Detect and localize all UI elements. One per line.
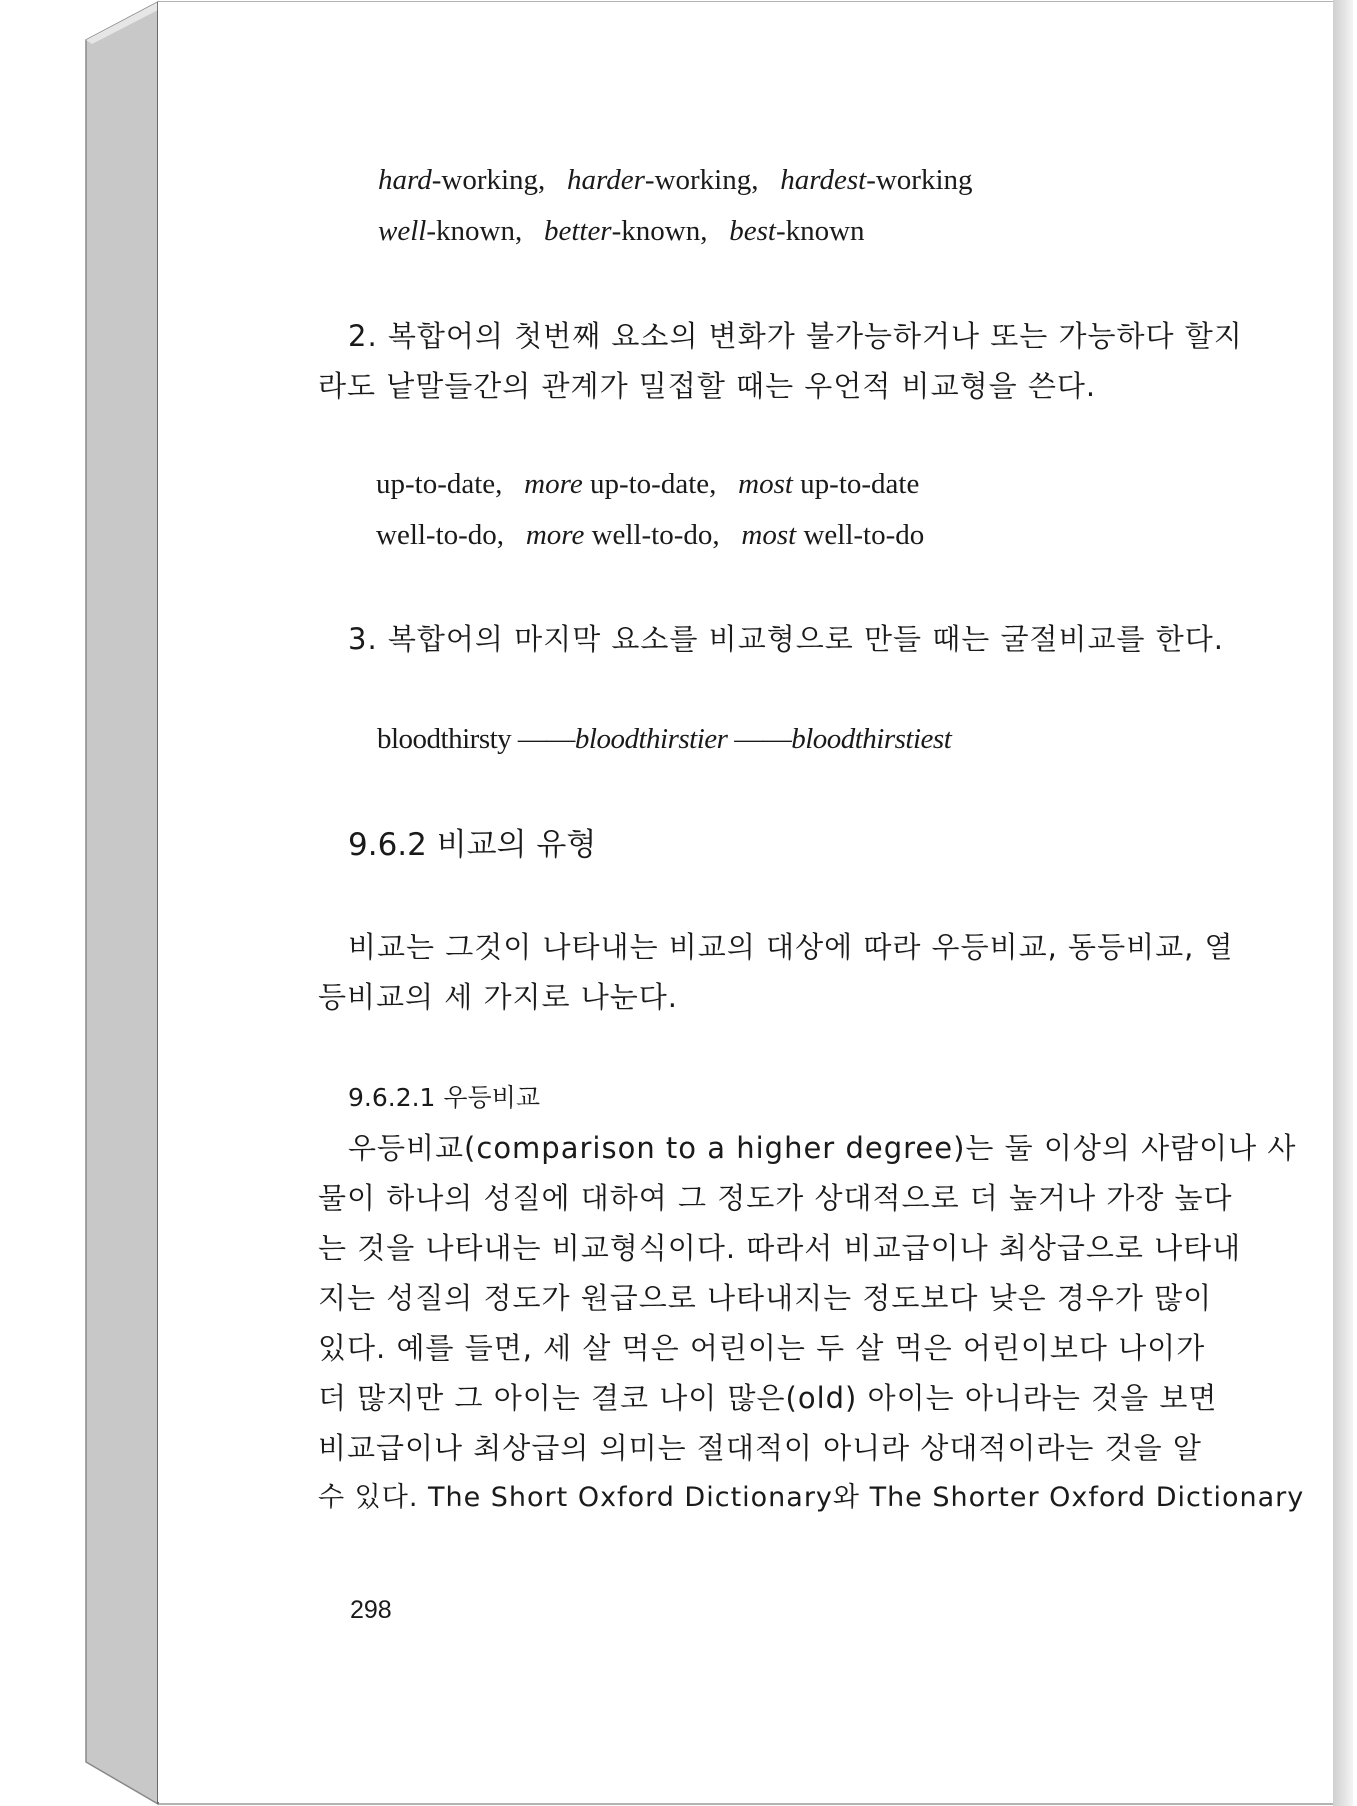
rule-3: 3. 복합어의 마지막 요소를 비교형으로 만들 때는 굴절비교를 한다.	[348, 622, 1224, 656]
body-line-1: 우등비교(comparison to a higher degree)는 둘 이상의 사람이나 사	[348, 1131, 1297, 1165]
body-line-6: 더 많지만 그 아이는 결코 나이 많은(old) 아이는 아니라는 것을 보면	[318, 1381, 1218, 1415]
book-page	[158, 2, 1333, 1802]
section-intro-line-1: 비교는 그것이 나타내는 비교의 대상에 따라 우등비교, 동등비교, 열	[348, 930, 1234, 964]
example-line-hard-working: hard-working, harder-working, hardest-working	[378, 164, 973, 196]
body-line-3: 는 것을 나타내는 비교형식이다. 따라서 비교급이나 최상급으로 나타내	[318, 1231, 1242, 1265]
page-edge-shadow	[1333, 0, 1353, 1806]
section-intro-line-2: 등비교의 세 가지로 나눈다.	[318, 980, 679, 1014]
body-line-4: 지는 성질의 정도가 원급으로 나타내지는 정도보다 낮은 경우가 많이	[318, 1281, 1213, 1315]
rule-2-line-1: 2. 복합어의 첫번째 요소의 변화가 불가능하거나 또는 가능하다 할지	[348, 319, 1243, 353]
example-line-up-to-date: up-to-date, more up-to-date, most up-to-date	[376, 468, 920, 500]
example-line-well-known: well-known, better-known, best-known	[378, 215, 865, 247]
example-line-well-to-do: well-to-do, more well-to-do, most well-to-do	[376, 519, 925, 551]
body-line-8: 수 있다. The Short Oxford Dictionary와 The Shorter Oxford Dictionary	[318, 1482, 1305, 1513]
body-line-2: 물이 하나의 성질에 대하여 그 정도가 상대적으로 더 높거나 가장 높다	[318, 1181, 1233, 1215]
subsection-heading: 9.6.2.1 우등비교	[348, 1083, 541, 1112]
body-line-7: 비교급이나 최상급의 의미는 절대적이 아니라 상대적이라는 것을 알	[318, 1431, 1202, 1465]
example-line-bloodthirsty: bloodthirsty ——bloodthirstier ——bloodthirstiest	[377, 723, 952, 755]
body-line-5: 있다. 예를 들면, 세 살 먹은 어린이는 두 살 먹은 어린이보다 나이가	[318, 1331, 1206, 1365]
page-number: 298	[350, 1596, 392, 1624]
rule-2-line-2: 라도 낱말들간의 관계가 밀접할 때는 우언적 비교형을 쓴다.	[318, 369, 1097, 403]
section-heading: 9.6.2 비교의 유형	[348, 827, 597, 863]
